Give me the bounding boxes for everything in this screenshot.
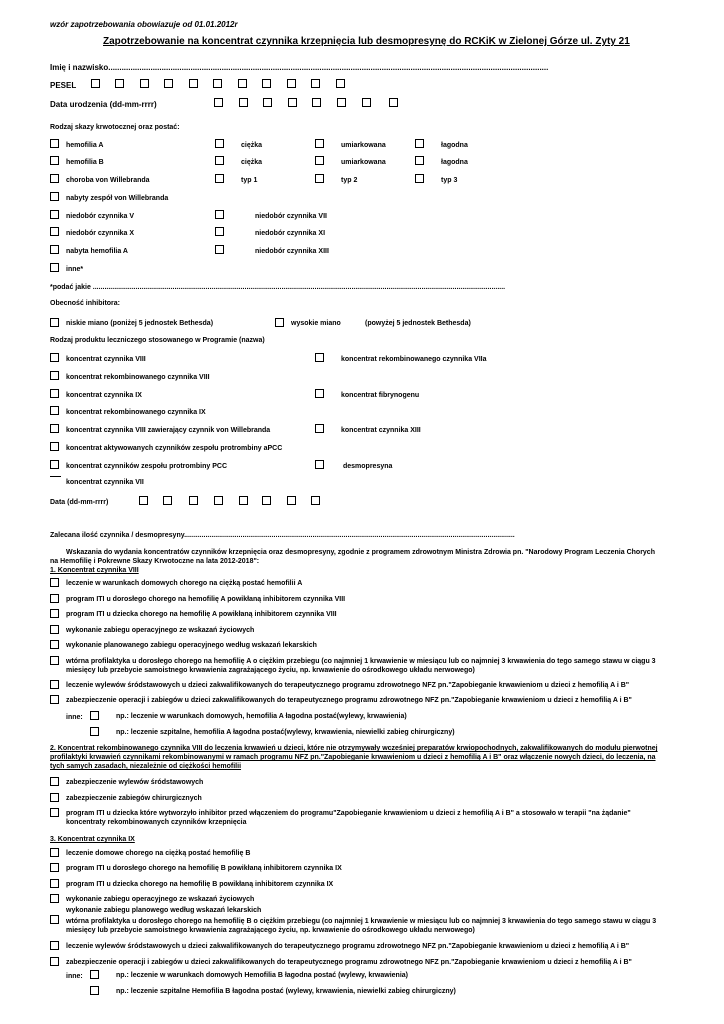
defect-option-label: niedobór czynnika XI: [255, 230, 326, 237]
defect-option-label: niedobór czynnika VII: [255, 213, 327, 220]
product-date-digit-box[interactable]: [311, 496, 320, 505]
indication-checkbox[interactable]: [50, 695, 59, 704]
indication-checkbox[interactable]: [50, 656, 59, 665]
product-checkbox-partial[interactable]: [50, 476, 61, 477]
indication-label: wtórna profilaktyka u dorosłego chorego na hemofilię B o ciężkim przebiegu (co najmniej 1 krwawienie w miesiącu lub co najmniej 3 krwawienia do tego samego stawu w ciągu 3 miesięcy lub przebycie samoistnego krwawienia zagrażającego życiu, np. krwawienie do ośrodkowego układu nerwowego): [66, 918, 657, 934]
defect-checkbox[interactable]: [50, 156, 59, 165]
defect-option-label: umiarkowana: [341, 159, 386, 166]
indication-label: zabezpieczenie operacji i zabiegów u dzieci zakwalifikowanych do terapeutycznego programu zdrowotnego NFZ pn."Zapobieganie krwawieniom u dzieci z hemofilią A i B": [66, 697, 632, 704]
form-version-note: wzór zapotrzebowania obowiazuje od 01.01.2012r: [50, 20, 238, 29]
indication-checkbox[interactable]: [50, 680, 59, 689]
product-checkbox[interactable]: [50, 389, 59, 398]
dob-digit-box[interactable]: [214, 98, 223, 107]
defect-option-checkbox[interactable]: [315, 174, 324, 183]
defect-option-checkbox[interactable]: [215, 210, 224, 219]
name-field[interactable]: Imię i nazwisko......................................................................................................................................................................................................: [50, 63, 549, 72]
dose-field[interactable]: Zalecana ilość czynnika / desmopresyny..........................................................................................................................................................................: [50, 532, 515, 539]
indication-label: leczenie wylewów śródstawowych u dzieci zakwalifikowanych do terapeutycznego programu zdrowotnego NFZ pn."Zapobieganie krwawieniom u dzieci z hemofilią A i B": [66, 943, 630, 950]
product-label: koncentrat rekombinowanego czynnika IX: [66, 409, 206, 416]
defect-option-checkbox[interactable]: [215, 156, 224, 165]
dob-digit-box[interactable]: [389, 98, 398, 107]
product-heading: Rodzaj produktu leczniczego stosowanego w Programie (nazwa): [50, 337, 265, 344]
product-label: koncentrat czynników zespołu protrombiny PCC: [66, 463, 228, 470]
pesel-digit-box[interactable]: [213, 79, 222, 88]
product-label: koncentrat czynnika VII: [66, 479, 144, 486]
product-date-digit-box[interactable]: [262, 496, 271, 505]
product-checkbox[interactable]: [50, 371, 59, 380]
indication-checkbox[interactable]: [50, 863, 59, 872]
product-label: koncentrat fibrynogenu: [341, 392, 420, 399]
indication-label: wykonanie planowanego zabiegu operacyjnego według wskazań lekarskich: [66, 642, 317, 649]
other-option-checkbox[interactable]: [90, 986, 99, 995]
indication-checkbox[interactable]: [50, 879, 59, 888]
inhibitor-heading: Obecność inhibitora:: [50, 300, 121, 307]
defect-option-checkbox[interactable]: [315, 139, 324, 148]
product-checkbox[interactable]: [315, 389, 324, 398]
section1-title: 1. Koncentrat czynnika VIII: [50, 567, 139, 574]
product-label: koncentrat czynnika VIII zawierający czynnik von Willebranda: [66, 427, 271, 434]
defect-option-checkbox[interactable]: [215, 139, 224, 148]
pesel-digit-box[interactable]: [115, 79, 124, 88]
defect-option-label: łagodna: [441, 159, 468, 166]
indication-checkbox[interactable]: [50, 609, 59, 618]
product-label: koncentrat czynnika IX: [66, 392, 142, 399]
other-option-label: np.: leczenie w warunkach domowych Hemofilia B łagodna postać (wylewy, krwawienia): [116, 972, 408, 979]
defect-option-checkbox[interactable]: [215, 245, 224, 254]
product-checkbox[interactable]: [315, 460, 324, 469]
defect-option-label: ciężka: [241, 159, 263, 166]
section1-other-label: inne:: [66, 714, 83, 721]
indication-label: program ITI u dziecka które wytworzyło inhibitor przed włączeniem do programu"Zapobieganie krwawieniom u dzieci z hemofilią A i B" a stosowało w terapii "na żądanie" koncentraty rekombinowanych czynników krzepnięcia: [66, 810, 631, 826]
defect-option-label: łagodna: [441, 142, 468, 149]
other-option-label: np.: leczenie szpitalne, hemofilia A łagodna postać(wylewy, krwawienia, niewielki zabieg chirurgiczny): [116, 729, 455, 736]
indication-checkbox[interactable]: [50, 941, 59, 950]
product-date-digit-box[interactable]: [287, 496, 296, 505]
product-label: desmopresyna: [343, 463, 393, 470]
defect-option-label: typ 2: [341, 177, 358, 184]
indication-checkbox[interactable]: [50, 777, 59, 786]
section2-title: 2. Koncentrat rekombinowanego czynnika VIII do leczenia krwawień u dzieci, które nie otrzymywały wcześniej preparatów krwiopochodnych, zakwalifikowanych do modułu pierwotnej profilaktyki krwawień czynnikami rekombinowanymi w ramach programu NFZ pn."Zapobieganie krwawieniom u dzieci z hemofilią A i B" oraz włączenie nowych dzieci, do leczenia, na tych samych zasadach, niezależnie od ciężkości hemofilii: [50, 745, 658, 770]
indication-label: leczenie wylewów śródstawowych u dzieci zakwalifikowanych do terapeutycznego programu zdrowotnego NFZ pn."Zapobieganie krwawieniom u dzieci z hemofilią A i B": [66, 682, 630, 689]
indication-label: wykonanie zabiegu operacyjnego ze wskazań życiowych: [66, 896, 255, 903]
indication-label: wykonanie zabiegu operacyjnego ze wskazań życiowych: [66, 627, 255, 634]
product-checkbox[interactable]: [50, 353, 59, 362]
defect-checkbox[interactable]: [50, 174, 59, 183]
product-label: koncentrat czynnika XIII: [341, 427, 421, 434]
product-label: koncentrat rekombinowanego czynnika VIIa: [341, 356, 487, 363]
indication-checkbox[interactable]: [50, 640, 59, 649]
pesel-digit-box[interactable]: [189, 79, 198, 88]
defect-checkbox[interactable]: [50, 210, 59, 219]
defect-label: nabyta hemofilia A: [66, 248, 128, 255]
inhibitor-high-label: wysokie miano: [291, 320, 341, 327]
indication-label: zabezpieczenie zabiegów chirurgicznych: [66, 795, 202, 802]
dob-digit-box[interactable]: [362, 98, 371, 107]
indication-label: zabezpieczenie wylewów śródstawowych: [66, 779, 204, 786]
other-option-checkbox[interactable]: [90, 727, 99, 736]
defect-label: inne*: [66, 266, 84, 273]
defect-label: choroba von Willebranda: [66, 177, 150, 184]
product-checkbox[interactable]: [50, 406, 59, 415]
product-label: koncentrat rekombinowanego czynnika VIII: [66, 374, 210, 381]
other-option-checkbox[interactable]: [90, 711, 99, 720]
pesel-digit-box[interactable]: [262, 79, 271, 88]
defect-option-checkbox[interactable]: [415, 174, 424, 183]
other-option-checkbox[interactable]: [90, 970, 99, 979]
product-checkbox[interactable]: [50, 424, 59, 433]
defect-label: niedobór czynnika V: [66, 213, 135, 220]
defect-heading: Rodzaj skazy krwotocznej oraz postać:: [50, 124, 180, 131]
product-date-digit-box[interactable]: [163, 496, 172, 505]
defect-option-label: typ 3: [441, 177, 458, 184]
other-option-label: np.: leczenie szpitalne Hemofilia B łagodna postać (wylewy, krwawienia, niewielki zabieg chirurgiczny): [116, 988, 456, 995]
section3-title: 3. Koncentrat czynnika IX: [50, 836, 135, 843]
defect-label: hemofilia B: [66, 159, 104, 166]
indication-label: program ITI u dorosłego chorego na hemofilię B powikłaną inhibitorem czynnika IX: [66, 865, 342, 872]
indications-heading: Wskazania do wydania koncentratów czynników krzepnięcia oraz desmopresyny, zgodnie z programem zdrowotnym Ministra Zdrowia pn. "Narodowy Program Leczenia Chorych na Hemofilię i Pokrewne Skazy Krwotoczne na lata 2012-2018":: [50, 549, 655, 565]
inhibitor-low-checkbox[interactable]: [50, 318, 59, 327]
product-date-label: Data (dd-mm-rrrr): [50, 499, 109, 506]
defect-option-label: ciężka: [241, 142, 263, 149]
pesel-digit-box[interactable]: [238, 79, 247, 88]
dob-digit-box[interactable]: [312, 98, 321, 107]
indication-checkbox[interactable]: [50, 594, 59, 603]
product-label: koncentrat aktywowanych czynników zespołu protrombiny aPCC: [66, 445, 283, 452]
pesel-label: PESEL: [50, 81, 77, 90]
indication-checkbox[interactable]: [50, 808, 59, 817]
inhibitor-high-note: (powyżej 5 jednostek Bethesda): [365, 320, 471, 327]
other-option-label: np.: leczenie w warunkach domowych, hemofilia A łagodna postać(wylewy, krwawienia): [116, 713, 407, 720]
defect-label: niedobór czynnika X: [66, 230, 135, 237]
dob-label: Data urodzenia (dd-mm-rrrr): [50, 100, 157, 109]
product-checkbox[interactable]: [50, 442, 59, 451]
product-label: koncentrat czynnika VIII: [66, 356, 146, 363]
pesel-digit-box[interactable]: [311, 79, 320, 88]
indication-label: program ITI u dziecka chorego na hemofilię B powikłaną inhibitorem czynnika IX: [66, 881, 334, 888]
defect-option-checkbox[interactable]: [215, 174, 224, 183]
defect-checkbox[interactable]: [50, 245, 59, 254]
dob-digit-box[interactable]: [288, 98, 297, 107]
defect-option-label: typ 1: [241, 177, 258, 184]
defect-checkbox[interactable]: [50, 192, 59, 201]
product-checkbox[interactable]: [315, 424, 324, 433]
indication-label: program ITI u dorosłego chorego na hemofilię A powikłaną inhibitorem czynnika VIII: [66, 596, 346, 603]
defect-label: nabyty zespół von Willebranda: [66, 195, 169, 202]
product-date-digit-box[interactable]: [214, 496, 223, 505]
product-date-digit-box[interactable]: [189, 496, 198, 505]
indication-label: program ITI u dziecka chorego na hemofilię A powikłaną inhibitorem czynnika VIII: [66, 611, 337, 618]
dob-digit-box[interactable]: [263, 98, 272, 107]
indication-checkbox[interactable]: [50, 848, 59, 857]
pesel-digit-box[interactable]: [140, 79, 149, 88]
indication-checkbox[interactable]: [50, 957, 59, 966]
indication-label: leczenie domowe chorego na ciężką postać hemofilię B: [66, 850, 251, 857]
pesel-digit-box[interactable]: [164, 79, 173, 88]
defect-checkbox[interactable]: [50, 139, 59, 148]
defect-option-checkbox[interactable]: [415, 139, 424, 148]
inhibitor-high-checkbox[interactable]: [275, 318, 284, 327]
indication-checkbox[interactable]: [50, 793, 59, 802]
indication-checkbox[interactable]: [50, 894, 59, 903]
indication-checkbox[interactable]: [50, 578, 59, 587]
product-date-digit-box[interactable]: [239, 496, 248, 505]
defect-option-checkbox[interactable]: [315, 156, 324, 165]
indication-checkbox[interactable]: [50, 915, 59, 924]
dob-digit-box[interactable]: [337, 98, 346, 107]
indication-label: wykonanie zabiegu planowego według wskazań lekarskich: [66, 907, 262, 914]
indication-checkbox[interactable]: [50, 625, 59, 634]
indication-label: wtórna profilaktyka u dorosłego chorego na hemofilię A o ciężkim przebiegu (co najmniej 1 krwawienie w miesiącu lub co najmniej 3 krwawienia do tego samego stawu w ciągu 3 miesięcy lub przebycie samoistnego krwawienia zagrażającego życiu, np. krwawienie do ośrodkowego układu nerwowego): [66, 658, 656, 674]
product-date-digit-box[interactable]: [139, 496, 148, 505]
other-specify-field[interactable]: *podać jakie ....................................................................................................................................................................................................................: [50, 284, 506, 291]
form-title: Zapotrzebowanie na koncentrat czynnika krzepnięcia lub desmopresynę do RCKiK w Zielonej Górze ul. Zyty 21: [103, 36, 630, 47]
inhibitor-low-label: niskie miano (poniżej 5 jednostek Bethesda): [66, 320, 214, 327]
defect-checkbox[interactable]: [50, 263, 59, 272]
indication-label: zabezpieczenie operacji i zabiegów u dzieci zakwalifikowanych do terapeutycznego programu zdrowotnego NFZ pn."Zapobieganie krwawieniom u dzieci z hemofilią A i B": [66, 959, 632, 966]
defect-label: hemofilia A: [66, 142, 104, 149]
dob-digit-box[interactable]: [239, 98, 248, 107]
pesel-digit-box[interactable]: [91, 79, 100, 88]
indication-label: leczenie w warunkach domowych chorego na ciężką postać hemofilii A: [66, 580, 303, 587]
pesel-digit-box[interactable]: [336, 79, 345, 88]
defect-option-checkbox[interactable]: [215, 227, 224, 236]
defect-option-checkbox[interactable]: [415, 156, 424, 165]
defect-checkbox[interactable]: [50, 227, 59, 236]
defect-option-label: niedobór czynnika XIII: [255, 248, 329, 255]
pesel-digit-box[interactable]: [287, 79, 296, 88]
product-checkbox[interactable]: [50, 460, 59, 469]
section3-other-label: inne:: [66, 973, 83, 980]
product-checkbox[interactable]: [315, 353, 324, 362]
defect-option-label: umiarkowana: [341, 142, 386, 149]
